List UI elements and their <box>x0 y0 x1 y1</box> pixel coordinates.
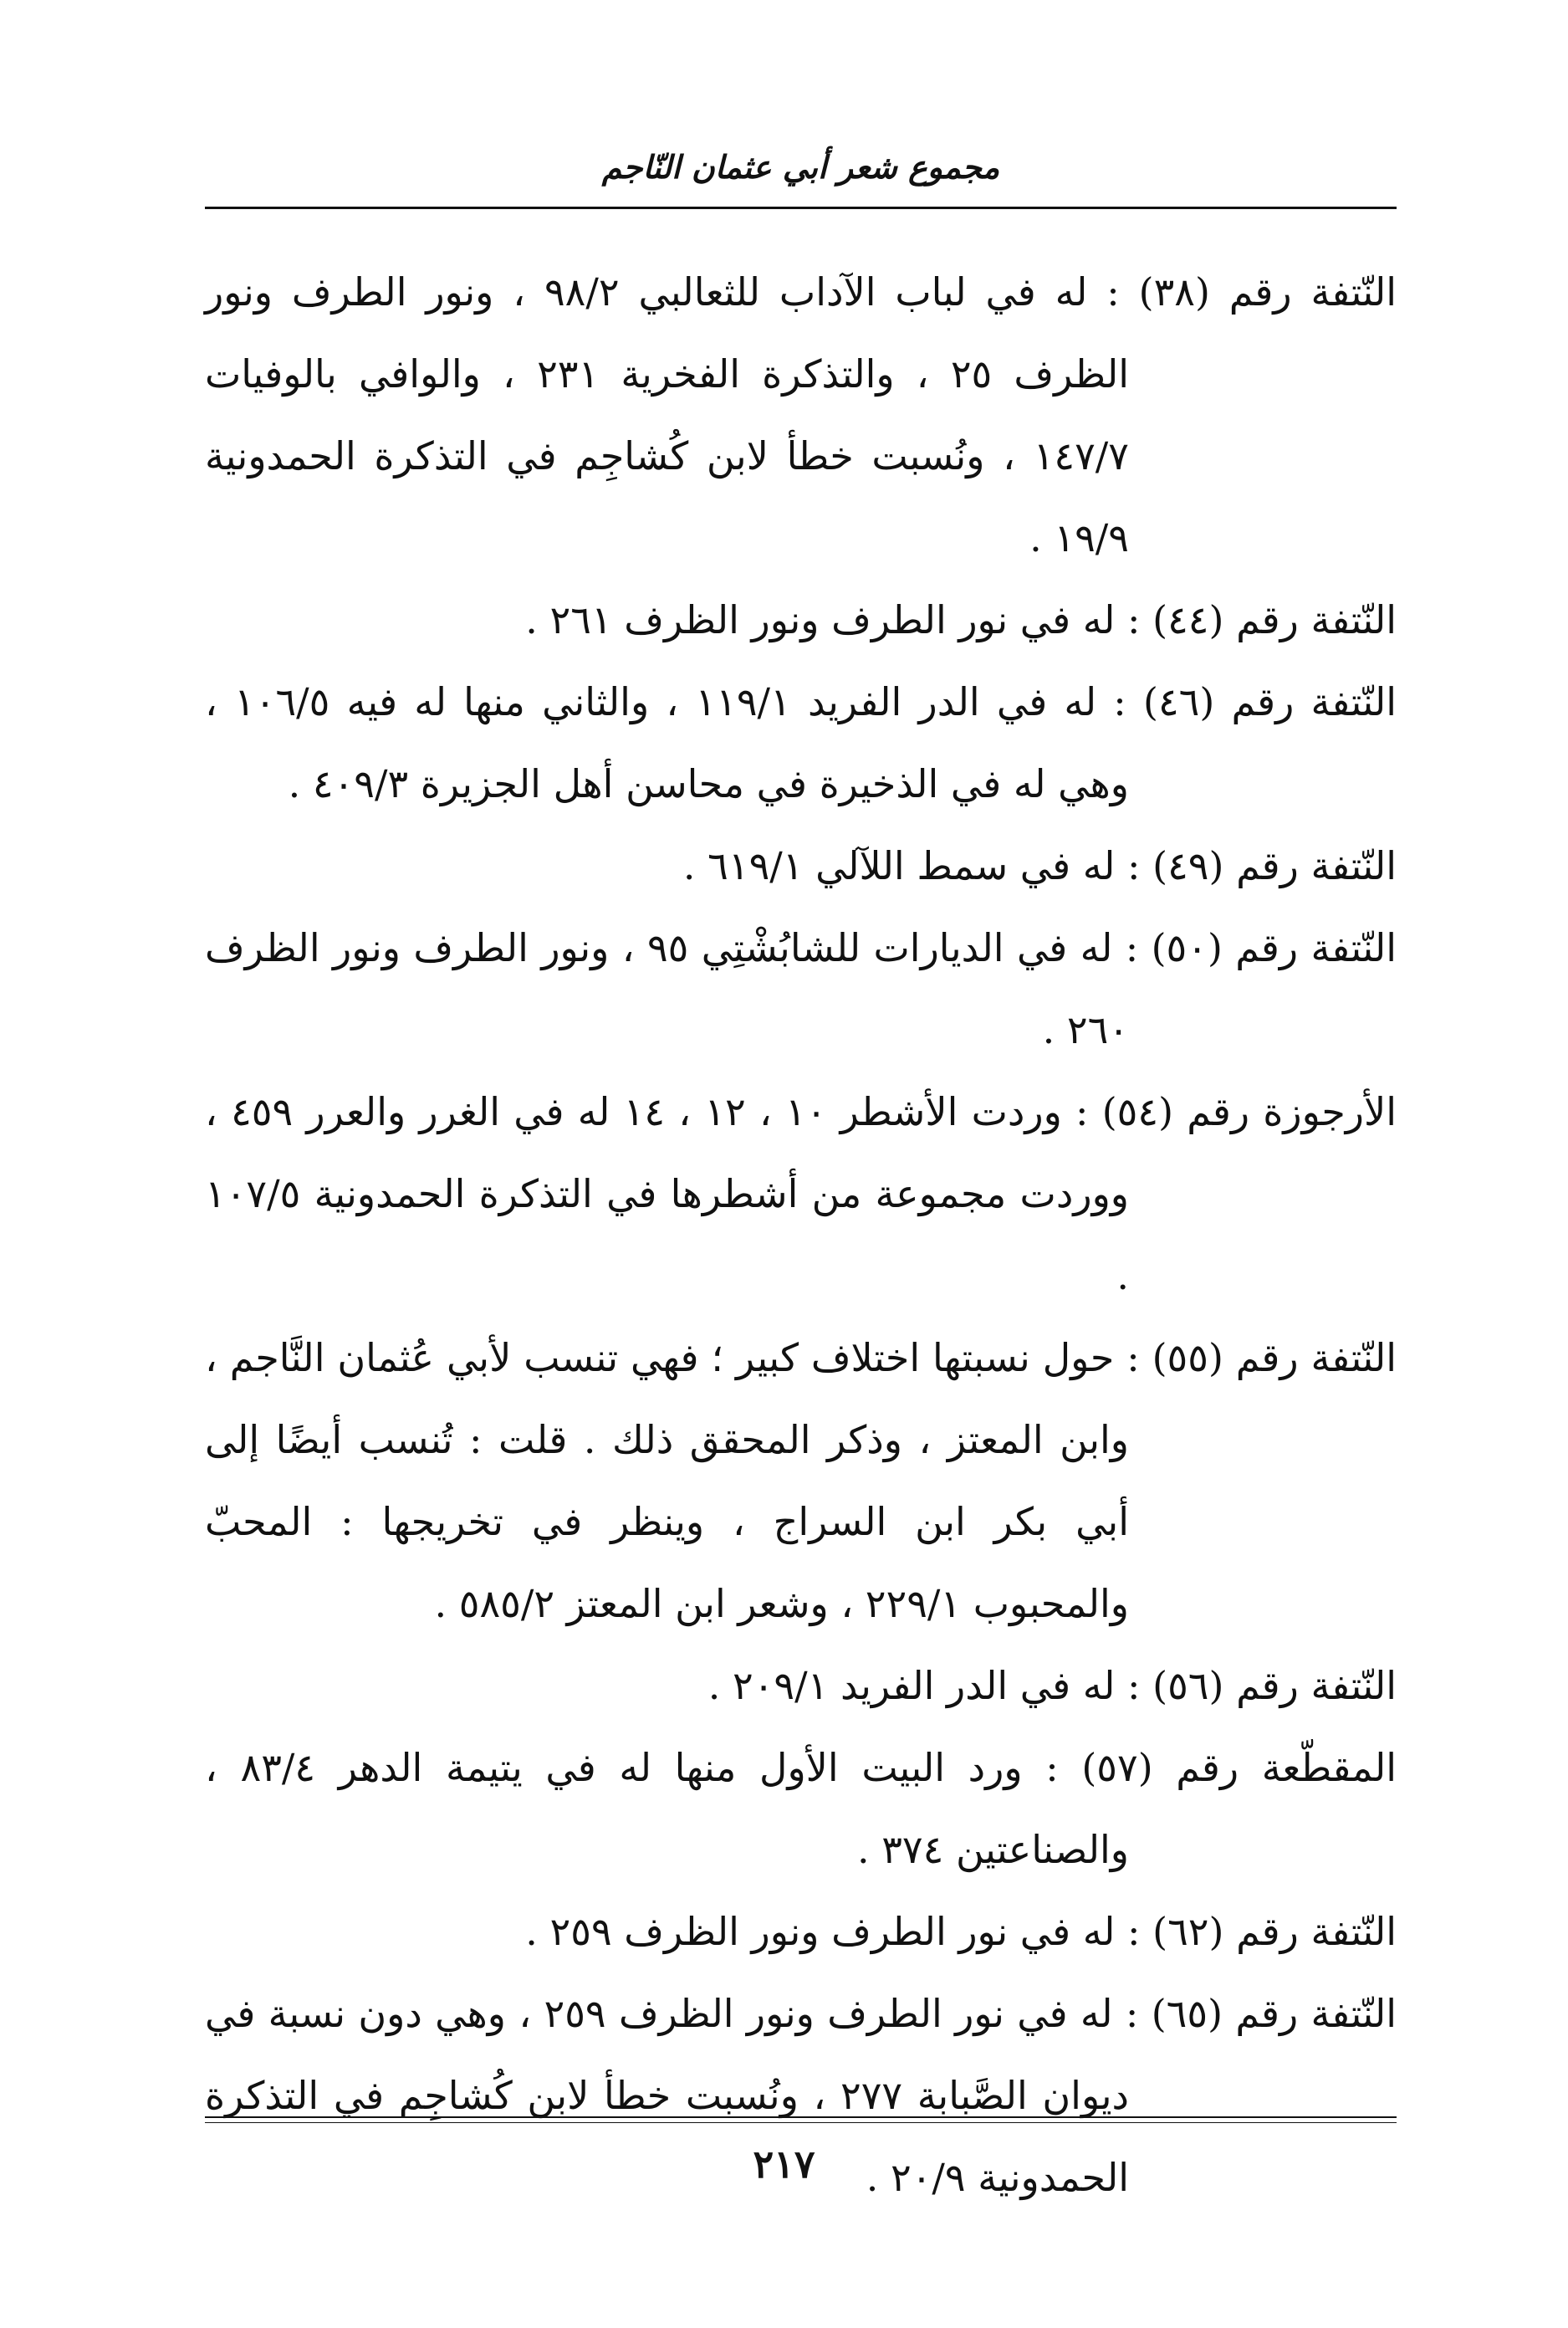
entry-text: المقطّعة رقم (٥٧) : ورد البيت الأول منها له في يتيمة الدهر ٨٣/٤ ، والصناعتين ٣٧٤ . <box>205 1745 1397 1872</box>
entry <box>205 907 1397 1071</box>
entry-text: النّتفة رقم (٥٠) : له في الديارات للشابُشْتِي ٩٥ ، ونور الطرف ونور الظرف ٢٦٠ . <box>205 925 1397 1052</box>
entry <box>205 1645 1397 1727</box>
entry <box>205 825 1397 907</box>
header-rule <box>205 207 1397 209</box>
entry <box>205 251 1397 579</box>
entry-text: النّتفة رقم (٤٦) : له في الدر الفريد ١١٩/١ ، والثاني منها له فيه ١٠٦/٥ ، وهي له في الذخيرة في محاسن أهل الجزيرة ٤٠٩/٣ . <box>205 679 1397 806</box>
entry-text: النّتفة رقم (٣٨) : له في لباب الآداب للثعالبي ٩٨/٢ ، ونور الطرف ونور الظرف ٢٥ ، والتذكرة الفخرية ٢٣١ ، والوافي بالوفيات ١٤٧/٧ ، ونُسبت خطأ لابن كُشاجِم في التذكرة الحمدونية ١٩/٩ . <box>205 269 1397 560</box>
entry-text: النّتفة رقم (٥٦) : له في الدر الفريد ٢٠٩/١ . <box>707 1663 1397 1708</box>
entry-text: النّتفة رقم (٤٩) : له في سمط اللآلي ٦١٩/١ . <box>682 843 1397 888</box>
entry <box>205 579 1397 661</box>
entry <box>205 1071 1397 1317</box>
running-head-title: مجموع شعر أبي عثمان النّاجم <box>601 148 1000 186</box>
footer-rule <box>205 2116 1397 2118</box>
entry-text: النّتفة رقم (٦٢) : له في نور الطرف ونور الظرف ٢٥٩ . <box>525 1909 1397 1954</box>
entry-text: النّتفة رقم (٤٤) : له في نور الطرف ونور الظرف ٢٦١ . <box>525 597 1397 642</box>
entry <box>205 1317 1397 1645</box>
entry <box>205 1727 1397 1891</box>
entry-text: النّتفة رقم (٥٥) : حول نسبتها اختلاف كبير ؛ فهي تنسب لأبي عُثمان النَّاجم ، وابن المعتز ، وذكر المحقق ذلك . قلت : تُنسب أيضًا إلى أبي بكر ابن السراج ، وينظر في تخريجها : المحبّ والمحبوب ٢٢٩/١ ، وشعر ابن المعتز ٥٨٥/٢ . <box>205 1335 1397 1626</box>
entry <box>205 661 1397 825</box>
entry-text: الأرجوزة رقم (٥٤) : وردت الأشطر ١٠ ، ١٢ ، ١٤ له في الغرر والعرر ٤٥٩ ، ووردت مجموعة من أشطرها في التذكرة الحمدونية ١٠٧/٥ . <box>205 1089 1397 1298</box>
footer-rule-thin <box>205 2122 1397 2123</box>
page-number: ٢١٧ <box>753 2141 815 2187</box>
entry-text: النّتفة رقم (٦٥) : له في نور الطرف ونور الظرف ٢٥٩ ، وهي دون نسبة في ديوان الصَّبابة ٢٧٧ ، ونُسبت خطأ لابن كُشاجِم في التذكرة الحمدونية ٢٠/٩ . <box>205 1991 1397 2200</box>
footnote-entries <box>205 251 1397 2218</box>
entry <box>205 1891 1397 1972</box>
